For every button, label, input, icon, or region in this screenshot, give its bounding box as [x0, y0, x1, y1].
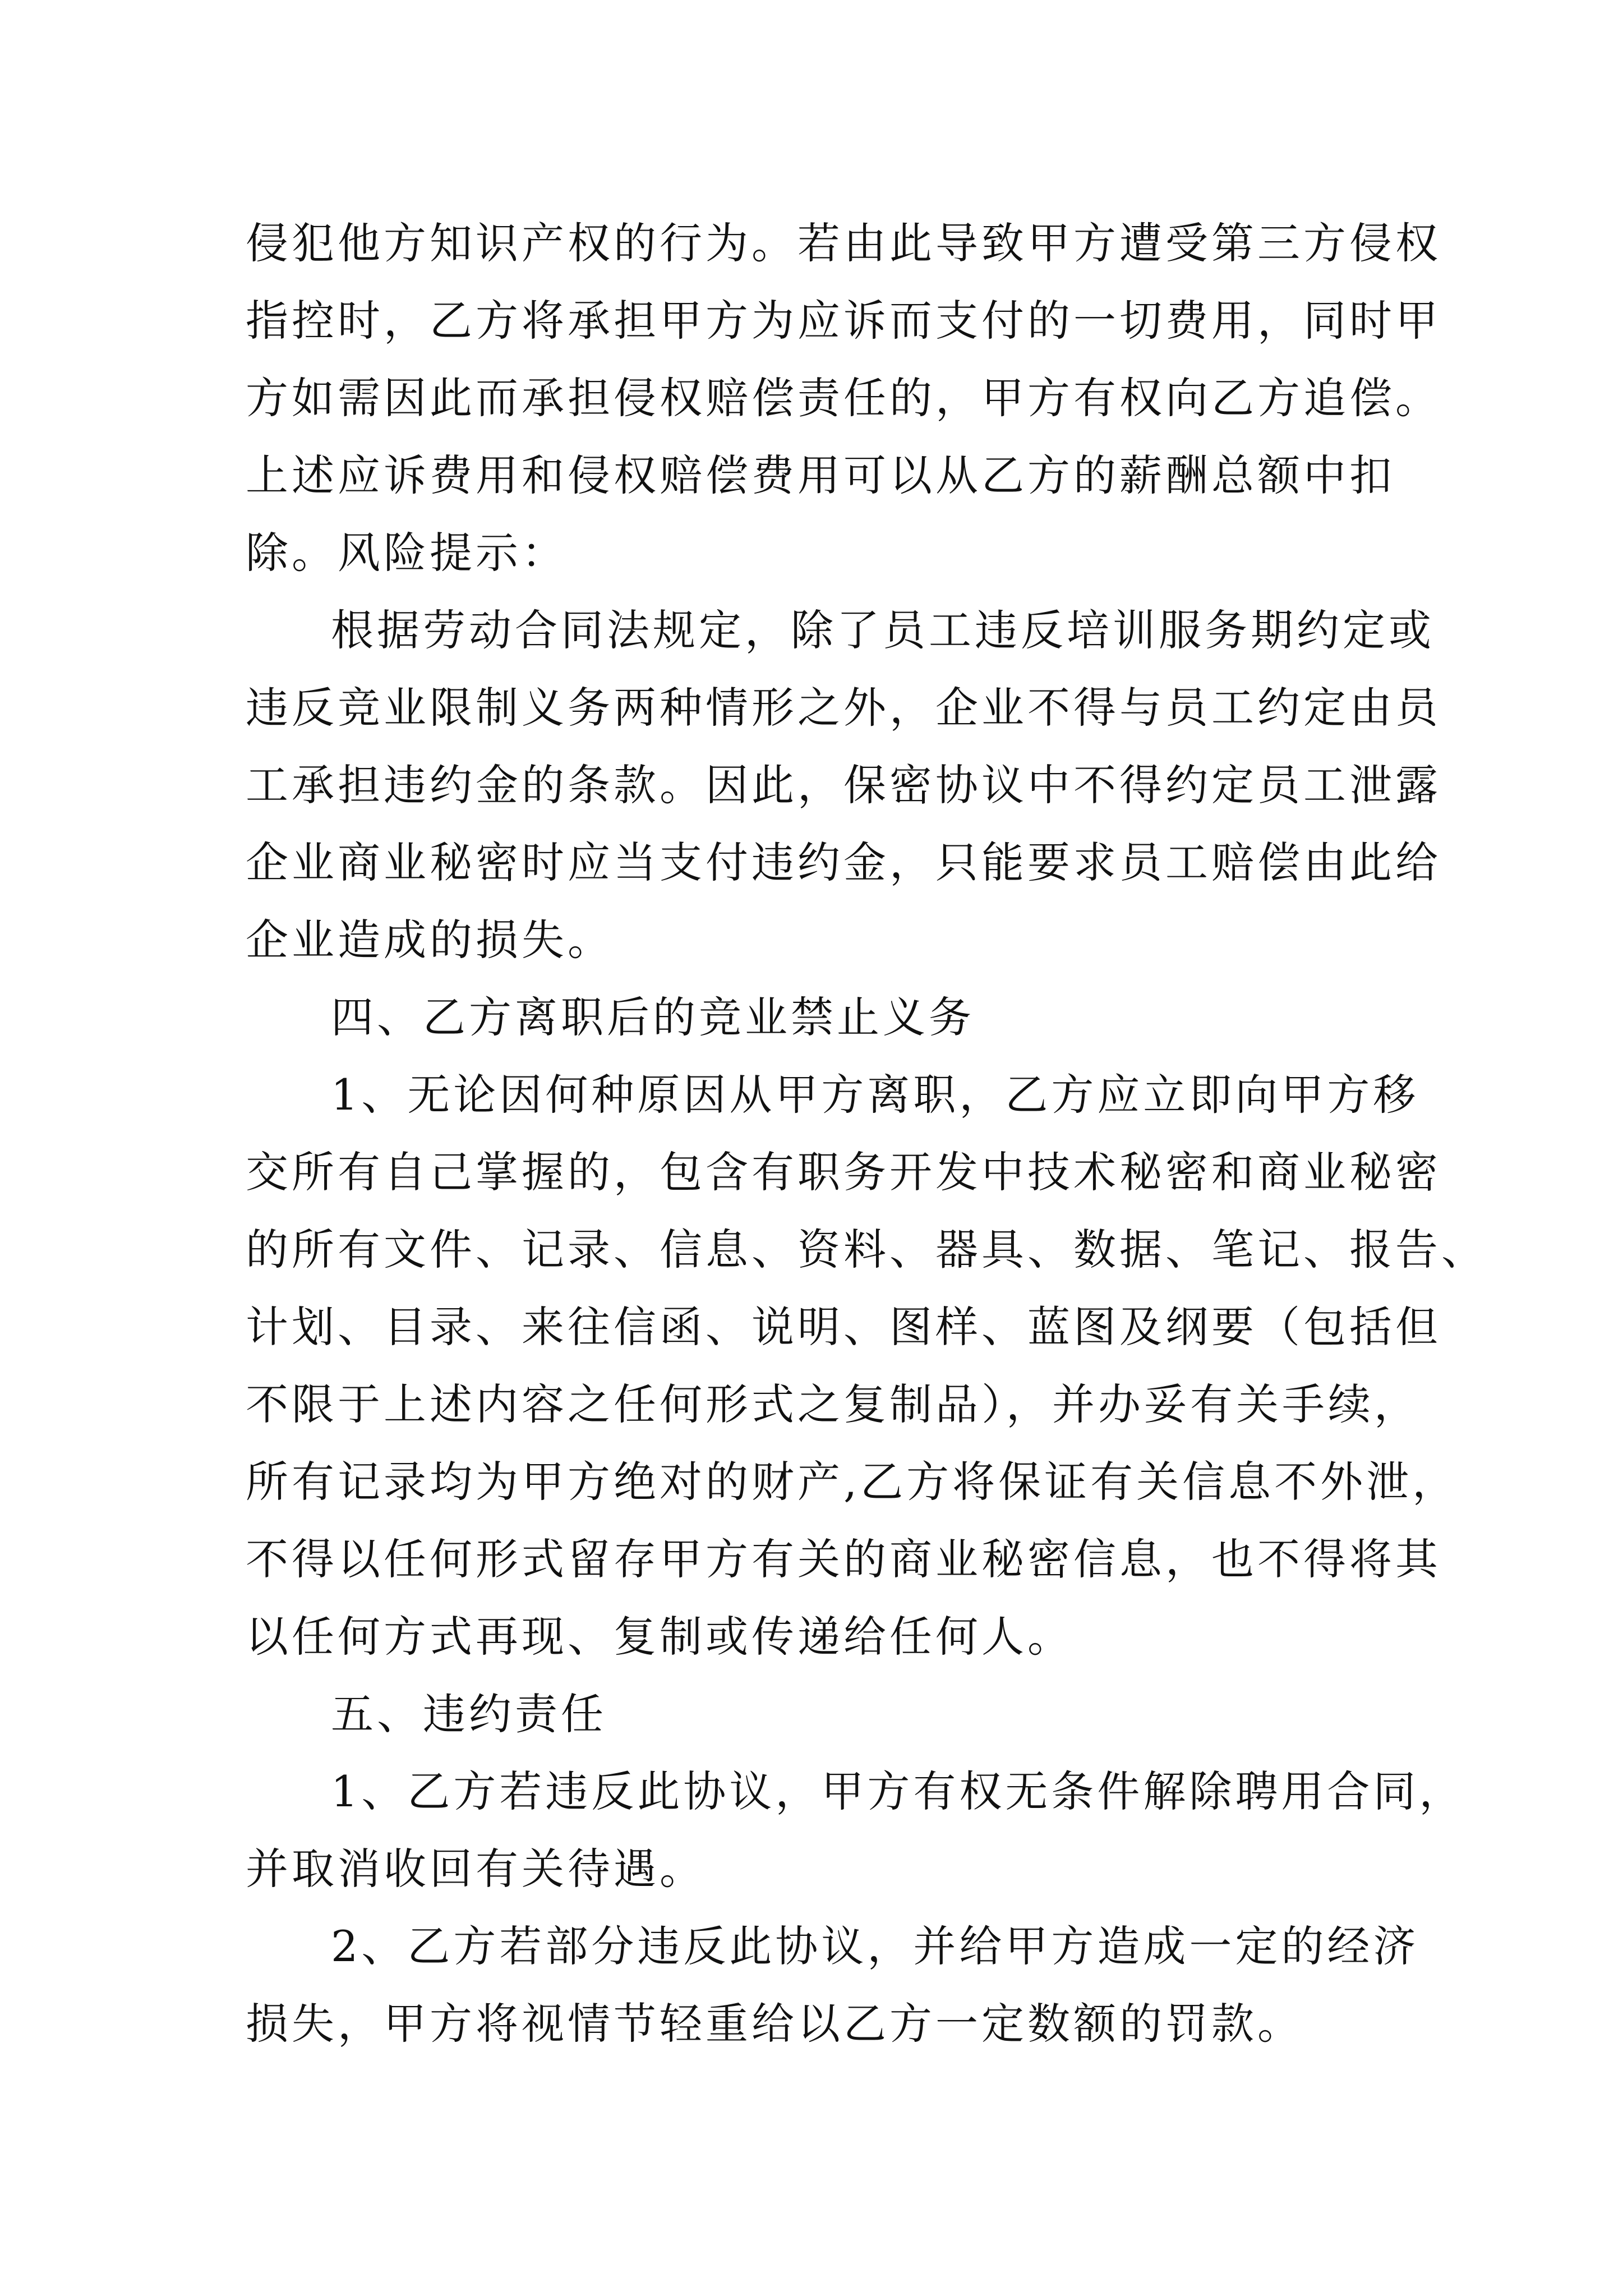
document-body [246, 205, 1487, 2063]
text-line: 根据劳动合同法规定，除了员工违反培训服务期约定或 [331, 605, 1435, 655]
text-line: 侵犯他方知识产权的行为。若由此导致甲方遭受第三方侵权 [246, 218, 1441, 268]
text-line: 以任何方式再现、复制或传递给任何人。 [246, 1612, 1073, 1662]
text-line: 企业造成的损失。 [246, 915, 614, 965]
text-line: 不限于上述内容之任何形式之复制品），并办妥有关手续， [246, 1379, 1420, 1429]
section-heading: 五、违约责任 [331, 1689, 607, 1739]
text-line: 并取消收回有关待遇。 [246, 1844, 706, 1894]
text-line: 的所有文件、记录、信息、资料、器具、数据、笔记、报告、 [246, 1225, 1487, 1274]
text-line: 2、乙方若部分违反此协议，并给甲方造成一定的经济 [331, 1921, 1419, 1971]
text-line: 损失，甲方将视情节轻重给以乙方一定数额的罚款。 [246, 1999, 1303, 2049]
text-line: 方如需因此而承担侵权赔偿责任的，甲方有权向乙方追偿。 [246, 373, 1441, 423]
text-line: 除。风险提示： [246, 528, 568, 578]
text-line: 所有记录均为甲方绝对的财产,乙方将保证有关信息不外泄， [246, 1457, 1459, 1507]
text-line: 1、乙方若违反此协议，甲方有权无条件解除聘用合同， [331, 1766, 1465, 1816]
text-line: 上述应诉费用和侵权赔偿费用可以从乙方的薪酬总额中扣 [246, 450, 1395, 500]
text-line: 指控时，乙方将承担甲方为应诉而支付的一切费用，同时甲 [246, 296, 1441, 346]
section-heading: 四、乙方离职后的竞业禁止义务 [331, 992, 975, 1042]
text-line: 违反竞业限制义务两种情形之外，企业不得与员工约定由员 [246, 683, 1441, 733]
text-line: 1、无论因何种原因从甲方离职，乙方应立即向甲方移 [331, 1070, 1419, 1120]
text-line: 计划、目录、来往信函、说明、图样、蓝图及纲要（包括但 [246, 1302, 1441, 1352]
text-line: 交所有自己掌握的，包含有职务开发中技术秘密和商业秘密 [246, 1147, 1441, 1197]
text-line: 企业商业秘密时应当支付违约金，只能要求员工赔偿由此给 [246, 838, 1441, 887]
text-line: 工承担违约金的条款。因此，保密协议中不得约定员工泄露 [246, 760, 1441, 810]
text-line: 不得以任何形式留存甲方有关的商业秘密信息，也不得将其 [246, 1534, 1441, 1584]
